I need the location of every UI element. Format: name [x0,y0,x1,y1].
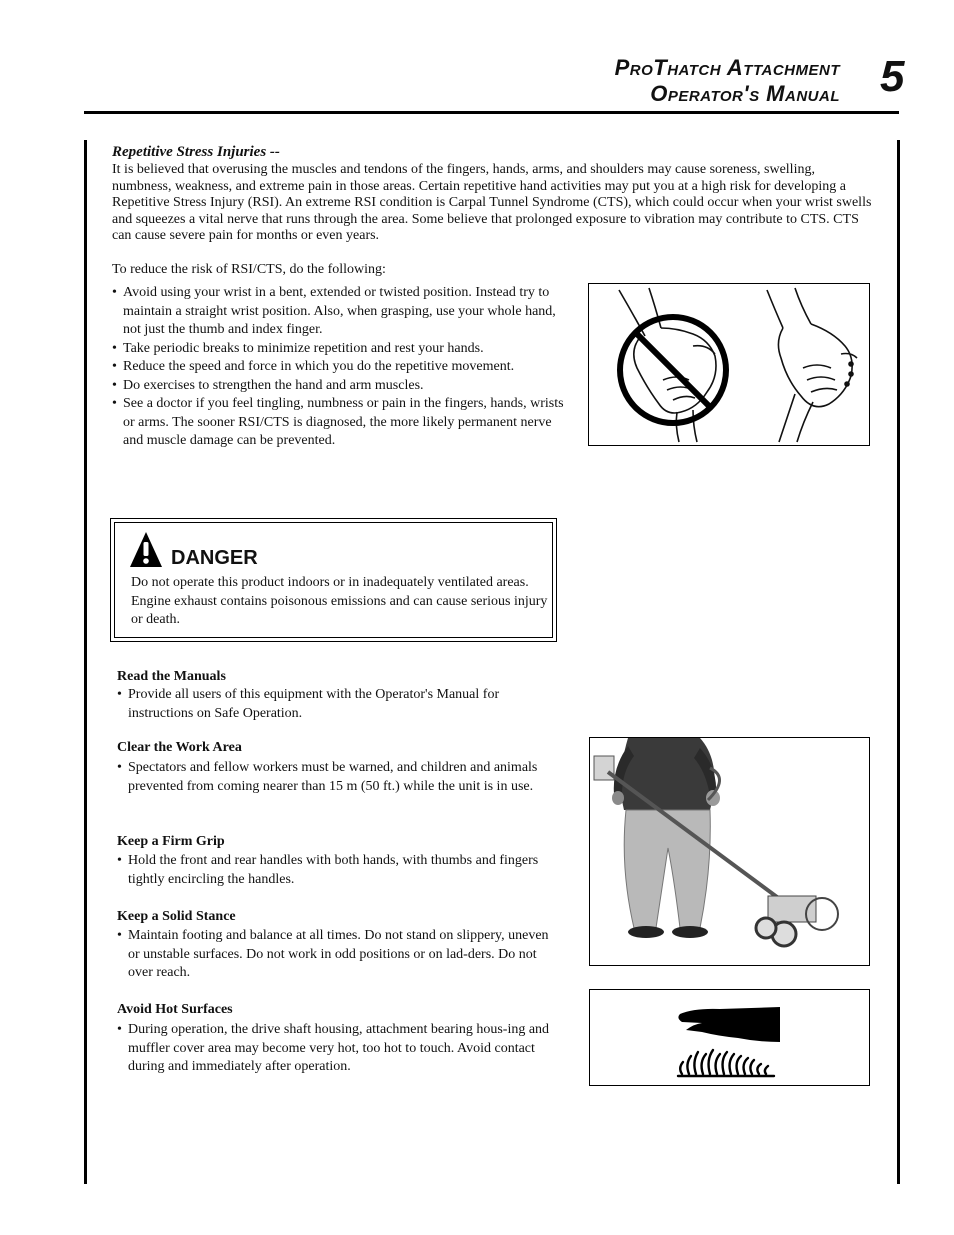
section-heading-solid-stance: Keep a Solid Stance [117,909,236,924]
section-heading-firm-grip: Keep a Firm Grip [117,834,225,849]
rsi-bullet-list [112,284,574,451]
rsi-heading: Repetitive Stress Injuries -- [112,144,280,160]
manual-title-line-1: ProThatch Attachment [614,55,840,80]
section-heading-read-manuals: Read the Manuals [117,669,226,684]
operator-figure-icon [612,738,720,938]
left-margin-rule [84,140,87,1184]
section-list-hot-surfaces [117,1021,559,1077]
wrist-position-illustration [588,283,870,446]
list-item: • Avoid using your wrist in a bent, extended or twisted position. Instead try to maintain a straight wrist position. Also, when grasping, use your whole hand, not just the thumb and index finger. [112,284,574,340]
rsi-paragraph: It is believed that overusing the muscles and tendons of the fingers, hands, arms, and shoulders may cause soreness, swelling, numbness, weakness, and extreme pain in those areas. Certain repetitive hand activities may put you at a high risk for developing a Repetitive Stress Injury (RSI). An extreme RSI condition is Carpal Tunnel Syndrome (CTS), which could occur when your wrist swells and squeezes a vital nerve that runs through the area. Some believe that prolonged exposure to vibration may contribute to CTS. CTS can cause severe pain for months or even years. [112,162,872,243]
section-list-clear-work-area [117,759,559,796]
list-item: • Do exercises to strengthen the hand and arm muscles. [112,377,574,396]
hand-icon [678,1007,780,1042]
operator-with-attachment-photo [589,737,870,966]
manual-title [615,55,840,107]
section-heading-clear-work-area: Clear the Work Area [117,740,242,755]
warning-triangle-icon [129,531,163,574]
section-list-solid-stance [117,927,559,983]
header-rule [84,111,899,114]
list-item: • Maintain footing and balance at all times. Do not stand on slippery, uneven or unstable surfaces. Do not work in odd positions or on lad-ders. Do not over reach. [117,927,559,983]
list-item: • Provide all users of this equipment with the Operator's Manual for instructions on Safe Operation. [117,686,559,723]
rsi-intro: To reduce the risk of RSI/CTS, do the following: [112,262,386,277]
list-item: • Spectators and fellow workers must be warned, and children and animals prevented from coming nearer than 15 m (50 ft.) while the unit is in use. [117,759,559,796]
prohibition-icon [620,317,726,423]
danger-text: Do not operate this product indoors or in inadequately ventilated areas. Engine exhaust contains poisonous emissions and can cause serious injury or death. [131,575,548,627]
section-list-read-manuals [117,686,559,723]
list-item: • Reduce the speed and force in which you do the repetitive movement. [112,358,574,377]
straight-wrist-glove-icon [767,288,857,442]
page-number: 5 [880,52,905,101]
danger-title: DANGER [171,547,258,569]
right-margin-rule [897,140,900,1184]
list-item: • Take periodic breaks to minimize repetition and rest your hands. [112,340,574,359]
list-item: • See a doctor if you feel tingling, numbness or pain in the fingers, hands, wrists or arms. The sooner RSI/CTS is diagnosed, the more likely permanent nerve and muscle damage can be prevented. [112,395,574,451]
flame-icon [678,1050,774,1076]
hot-surface-illustration [589,989,870,1086]
list-item: • During operation, the drive shaft housing, attachment bearing hous-ing and muffler cover area may become very hot, too hot to touch. Avoid contact during and immediately after operation. [117,1021,559,1077]
manual-title-line-2: Operator's Manual [650,81,840,106]
section-list-firm-grip [117,852,559,889]
section-heading-hot-surfaces: Avoid Hot Surfaces [117,1002,233,1017]
list-item: • Hold the front and rear handles with both hands, with thumbs and fingers tightly encircling the handles. [117,852,559,889]
